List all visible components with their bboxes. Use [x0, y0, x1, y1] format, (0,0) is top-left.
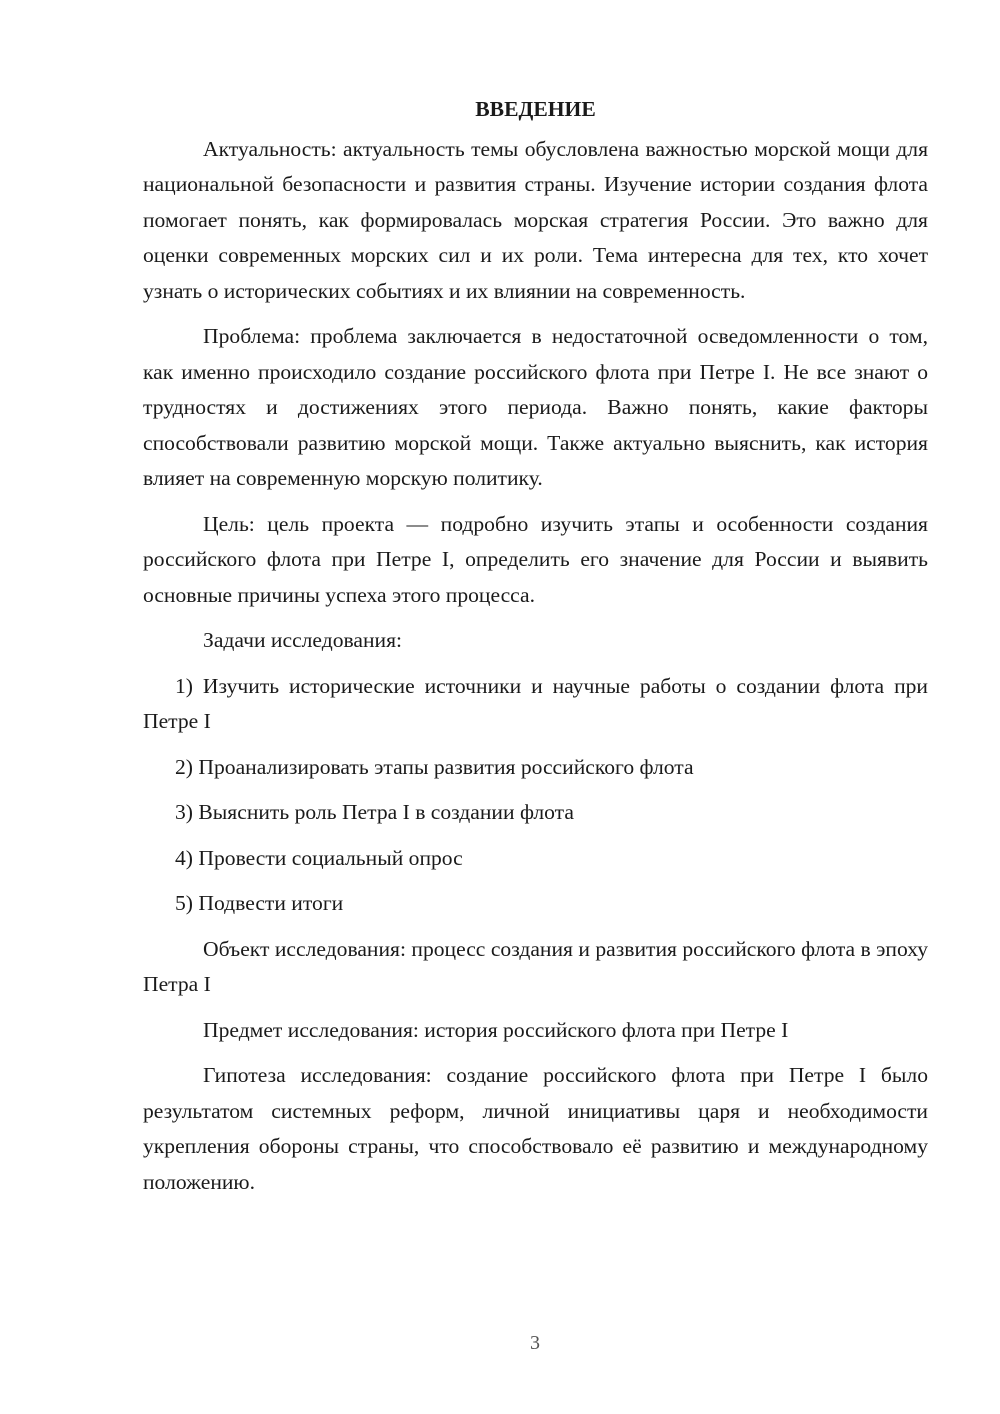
task-item: 4) Провести социальный опрос	[175, 845, 463, 870]
page-number: 3	[530, 1332, 540, 1354]
task-item: 2) Проанализировать этапы развития российского флота	[175, 754, 694, 779]
tasks-heading: Задачи исследования:	[203, 628, 403, 652]
problem-paragraph: Проблема: проблема заключается в недостаточной осведомленности о том, как именно происходило создание российского флота при Петре I. Не все знают о трудностях и достижениях этого периода. Важно понять, какие факторы способствовали развитию морской мощи. Также актуально выяснить, как история влияет на современную морскую политику.	[143, 324, 928, 490]
goal-paragraph: Цель: цель проекта — подробно изучить этапы и особенности создания российского флота при Петре I, определить его значение для России и выявить основные причины успеха этого процесса.	[143, 511, 928, 607]
task-item: 1) Изучить исторические источники и научные работы о создании флота при Петре I	[143, 673, 928, 733]
task-item: 5) Подвести итоги	[175, 891, 344, 915]
relevance-paragraph: Актуальность: актуальность темы обусловлена важностью морской мощи для национальной безопасности и развития страны. Изучение истории создания флота помогает понять, как формировалась морская стратегия России. Это важно для оценки современных морских сил и их роли. Тема интересна для тех, кто хочет узнать о исторических событиях и их влиянии на современность.	[143, 136, 928, 303]
tasks-list	[143, 669, 928, 922]
object-paragraph: Объект исследования: процесс создания и развития российского флота в эпоху Петра I	[143, 936, 928, 996]
task-item: 3) Выяснить роль Петра I в создании флота	[175, 800, 574, 824]
hypothesis-paragraph: Гипотеза исследования: создание российского флота при Петре I было результатом системных реформ, личной инициативы царя и необходимости укрепления обороны страны, что способствовало её развитию и международному положению.	[143, 1063, 928, 1194]
section-title: ВВЕДЕНИЕ	[475, 97, 596, 121]
subject-paragraph: Предмет исследования: история российского флота при Петре I	[203, 1017, 789, 1042]
document-page	[143, 92, 928, 1210]
